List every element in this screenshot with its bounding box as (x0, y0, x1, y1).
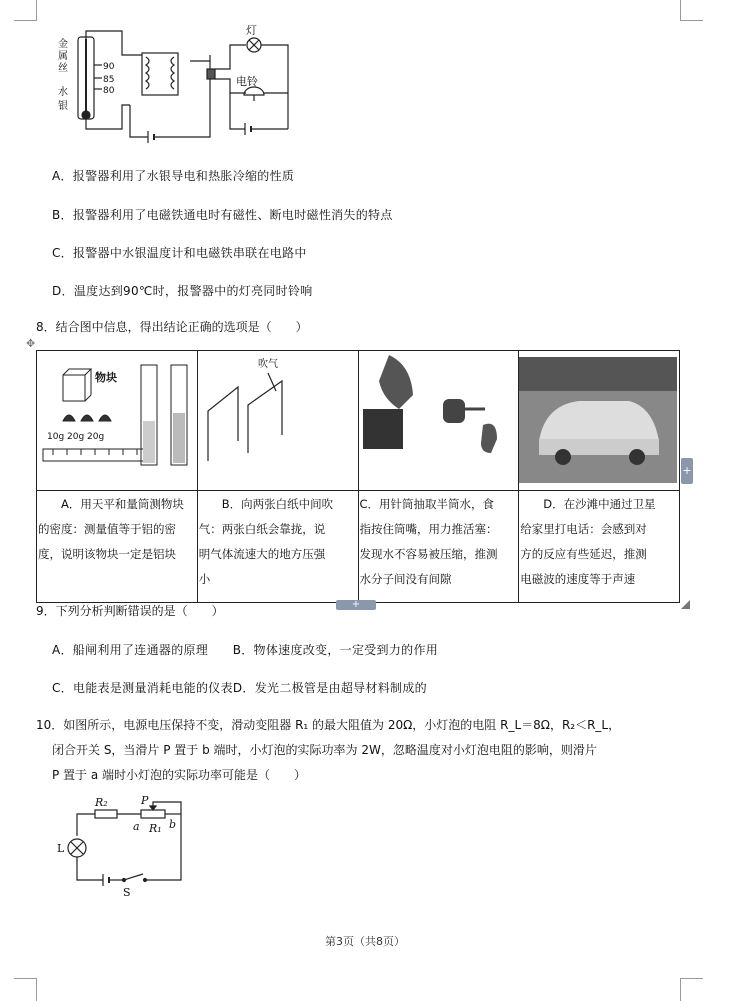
fig7-label-metal-2: 属 (58, 51, 68, 62)
corner-mark-top-left (14, 0, 37, 21)
q9-options-cd: C．电能表是测量消耗电能的仪表D．发光二极管是由超导材料制成的 (52, 681, 427, 695)
alarm-circuit-figure (50, 25, 310, 145)
q10-line-2: 闭合开关 S，当滑片 P 置于 b 端时，小灯泡的实际功率为 2W，忽略温度对小灯泡电阻的影响，则滑片 (52, 743, 597, 757)
corner-mark-top-right (680, 0, 703, 21)
q9-options-ab: A．船闸利用了连通器的原理 B．物体速度改变，一定受到力的作用 (52, 643, 439, 657)
q10-fig-l: L (57, 842, 65, 855)
fig7-tick-80: 80 (103, 86, 115, 96)
q8-option-a: A．用天平和量筒测物块 的密度：测量值等于铝的密 度，说明该物块一定是铝块 (37, 491, 198, 603)
add-row-handle-icon[interactable]: + (336, 600, 376, 610)
fig7-label-metal-1: 金 (58, 39, 68, 50)
q8-image-a-weights: 10g 20g 20g (47, 432, 105, 442)
q8-image-b (197, 351, 358, 491)
fig7-tick-90: 90 (103, 62, 115, 72)
q8-image-b-label: 吹气 (257, 359, 278, 370)
q7-option-b: B．报警器利用了电磁铁通电时有磁性、断电时磁性消失的特点 (52, 208, 393, 222)
fig7-label-mercury-1: 水 (58, 87, 68, 98)
q8-image-c (358, 351, 519, 491)
q8-table (36, 350, 680, 603)
corner-mark-bottom-left (14, 978, 37, 1001)
fig7-label-bell: 电铃 (236, 75, 258, 88)
q8-stem: 8．结合图中信息，得出结论正确的选项是（ ） (36, 320, 308, 334)
q10-circuit-figure (55, 796, 195, 896)
corner-mark-bottom-right (680, 978, 703, 1001)
q10-line-1: 10．如图所示，电源电压保持不变，滑动变阻器 R₁ 的最大阻值为 20Ω，小灯泡的电阻 R_L＝8Ω，R₂＜R_L， (36, 718, 621, 732)
fig7-label-mercury-2: 银 (58, 101, 68, 112)
add-column-handle-icon[interactable]: + (681, 458, 693, 484)
q10-fig-r1: R₁ (149, 822, 162, 835)
q7-option-a: A．报警器利用了水银导电和热胀冷缩的性质 (52, 169, 295, 183)
q10-fig-p: P (141, 796, 149, 807)
fig7-label-lamp: 灯 (246, 25, 257, 37)
q10-line-3: P 置于 a 端时小灯泡的实际功率可能是（ ） (52, 768, 307, 782)
fig7-tick-85: 85 (103, 75, 115, 85)
q8-option-c: C．用针筒抽取半筒水，食 指按住筒嘴，用力推活塞： 发现水不容易被压缩，推测 水分子间没有间隙 (358, 491, 519, 603)
fig7-label-metal-3: 丝 (58, 63, 68, 74)
q8-option-b: B．向两张白纸中间吹 气：两张白纸会靠拢，说 明气体流速大的地方压强 小 (197, 491, 358, 603)
q8-image-a-label: 物块 (95, 371, 117, 384)
q8-option-d: D．在沙滩中通过卫星 给家里打电话：会感到对 方的反应有些延迟，推测 电磁波的速度等于声速 (519, 491, 680, 603)
q7-option-c: C．报警器中水银温度计和电磁铁串联在电路中 (52, 246, 307, 260)
q10-fig-a: a (133, 820, 140, 833)
q10-fig-r2: R₂ (95, 796, 108, 809)
q8-image-d (519, 351, 680, 491)
q8-image-a (37, 351, 198, 491)
q10-fig-s: S (123, 886, 131, 896)
page-footer: 第3页（共8页） (325, 935, 405, 948)
q10-fig-b: b (169, 818, 177, 831)
table-move-handle-icon[interactable]: ✥ (26, 337, 36, 350)
q9-stem: 9．下列分析判断错误的是（ ） (36, 604, 224, 618)
q7-option-d: D．温度达到90℃时，报警器中的灯亮同时铃响 (52, 284, 313, 298)
table-resize-handle-icon[interactable] (681, 600, 690, 609)
